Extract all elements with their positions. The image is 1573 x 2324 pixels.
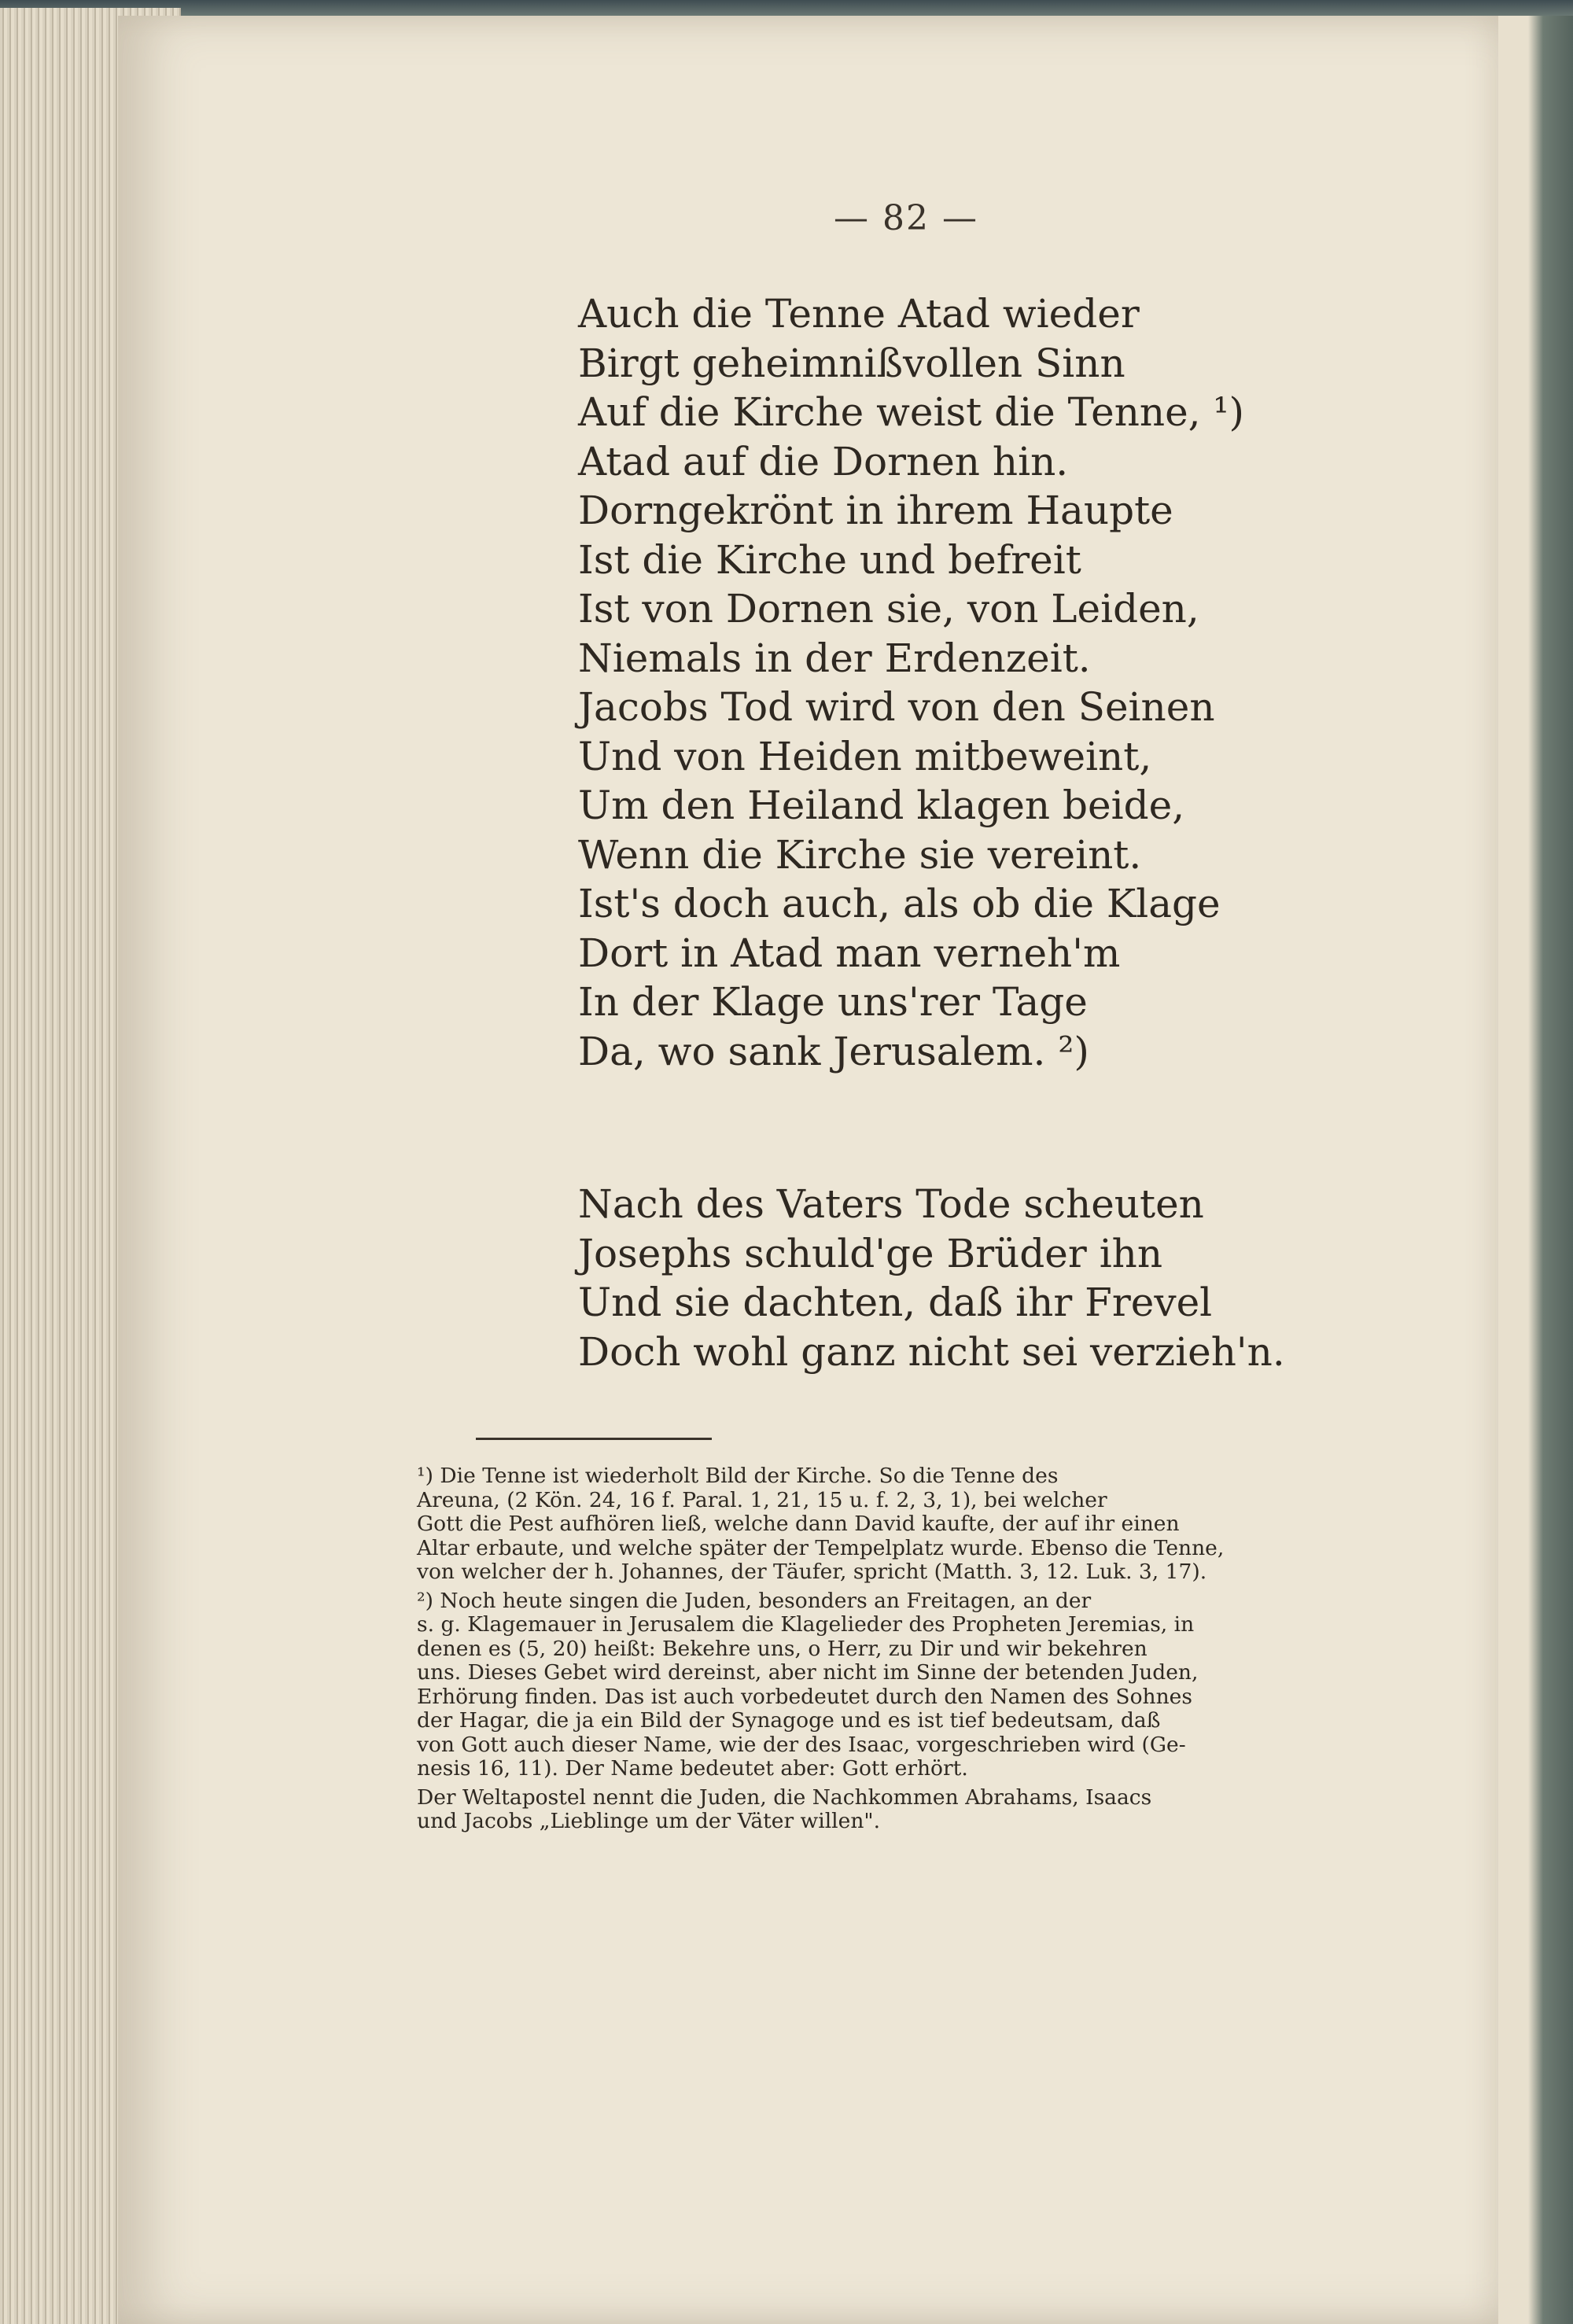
verse-line: In der Klage uns'rer Tage (578, 979, 1088, 1025)
footnote-line: Erhörung finden. Das ist auch vorbedeutet durch den Namen des Sohnes (417, 1684, 1192, 1709)
footnote-2 (417, 1589, 1447, 1781)
footnote-line: von welcher der h. Johannes, der Täufer, spricht (Matth. 3, 12. Luk. 3, 17). (417, 1560, 1207, 1584)
verse-line: Und sie dachten, daß ihr Frevel (578, 1280, 1213, 1325)
footnote-line: Areuna, (2 Kön. 24, 16 f. Paral. 1, 21, 15 u. f. 2, 3, 1), bei welcher (417, 1487, 1107, 1512)
stanza-2 (578, 1180, 1443, 1376)
verse-line: Ist die Kirche und befreit (578, 536, 1081, 583)
footnote-line: s. g. Klagemauer in Jerusalem die Klagelieder des Propheten Jeremias, in (417, 1612, 1195, 1637)
verse-line: Da, wo sank Jerusalem. ²) (578, 1028, 1089, 1074)
verse-line: Auf die Kirche weist die Tenne, ¹) (578, 389, 1245, 435)
stanza-1 (578, 289, 1443, 1076)
footnote-line: Der Weltapostel nennt die Juden, die Nachkommen Abrahams, Isaacs (417, 1784, 1152, 1810)
verse-line: Nach des Vaters Tode scheuten (578, 1181, 1204, 1227)
footnote-divider (476, 1438, 712, 1440)
page-stack-right (1498, 16, 1573, 2324)
verse-line: Jacobs Tod wird von den Seinen (578, 684, 1215, 730)
footnote-3 (417, 1786, 1447, 1834)
book-cover-edge (0, 0, 1573, 17)
verse-line: Um den Heiland klagen beide, (578, 783, 1185, 828)
verse-line: Josephs schuld'ge Brüder ihn (578, 1230, 1163, 1276)
footnote-line: und Jacobs „Lieblinge um der Väter willen". (417, 1809, 881, 1833)
footnote-line: von Gott auch dieser Name, wie der des Isaac, vorgeschrieben wird (Ge- (417, 1732, 1186, 1757)
footnote-line: nesis 16, 11). Der Name bedeutet aber: Gott erhört. (417, 1756, 968, 1781)
footnote-line: der Hagar, die ja ein Bild der Synagoge und es ist tief bedeutsam, daß (417, 1708, 1161, 1733)
footnote-line: ²) Noch heute singen die Juden, besonders an Freitagen, an der (417, 1588, 1092, 1613)
footnote-line: Altar erbaute, und welche später der Tempelplatz wurde. Ebenso die Tenne, (417, 1535, 1225, 1560)
verse-line: Dorngekrönt in ihrem Haupte (578, 488, 1173, 533)
verse-line: Ist von Dornen sie, von Leiden, (578, 586, 1199, 632)
verse-line: Auch die Tenne Atad wieder (578, 291, 1140, 337)
verse-line: Ist's doch auch, als ob die Klage (578, 881, 1221, 926)
verse-line: Doch wohl ganz nicht sei verzieh'n. (578, 1328, 1285, 1375)
verse-line: Und von Heiden mitbeweint, (578, 733, 1152, 779)
verse-line: Atad auf die Dornen hin. (578, 438, 1069, 484)
footnote-line: denen es (5, 20) heißt: Bekehre uns, o Herr, zu Dir und wir bekehren (417, 1636, 1148, 1661)
footnote-line: uns. Dieses Gebet wird dereinst, aber nicht im Sinne der betenden Juden, (417, 1660, 1199, 1685)
verse-line: Dort in Atad man verneh'm (578, 930, 1121, 976)
verse-line: Birgt geheimnißvollen Sinn (578, 340, 1125, 386)
verse-line: Wenn die Kirche sie vereint. (578, 831, 1142, 878)
footnote-1 (417, 1464, 1447, 1585)
footnote-line: Gott die Pest aufhören ließ, welche dann David kaufte, der auf ihr einen (417, 1512, 1180, 1536)
footnote-line: ¹) Die Tenne ist wiederholt Bild der Kirche. So die Tenne des (417, 1464, 1059, 1488)
verse-line: Niemals in der Erdenzeit. (578, 635, 1091, 681)
page-number: — 82 — (834, 198, 978, 238)
footnotes (417, 1464, 1447, 1834)
